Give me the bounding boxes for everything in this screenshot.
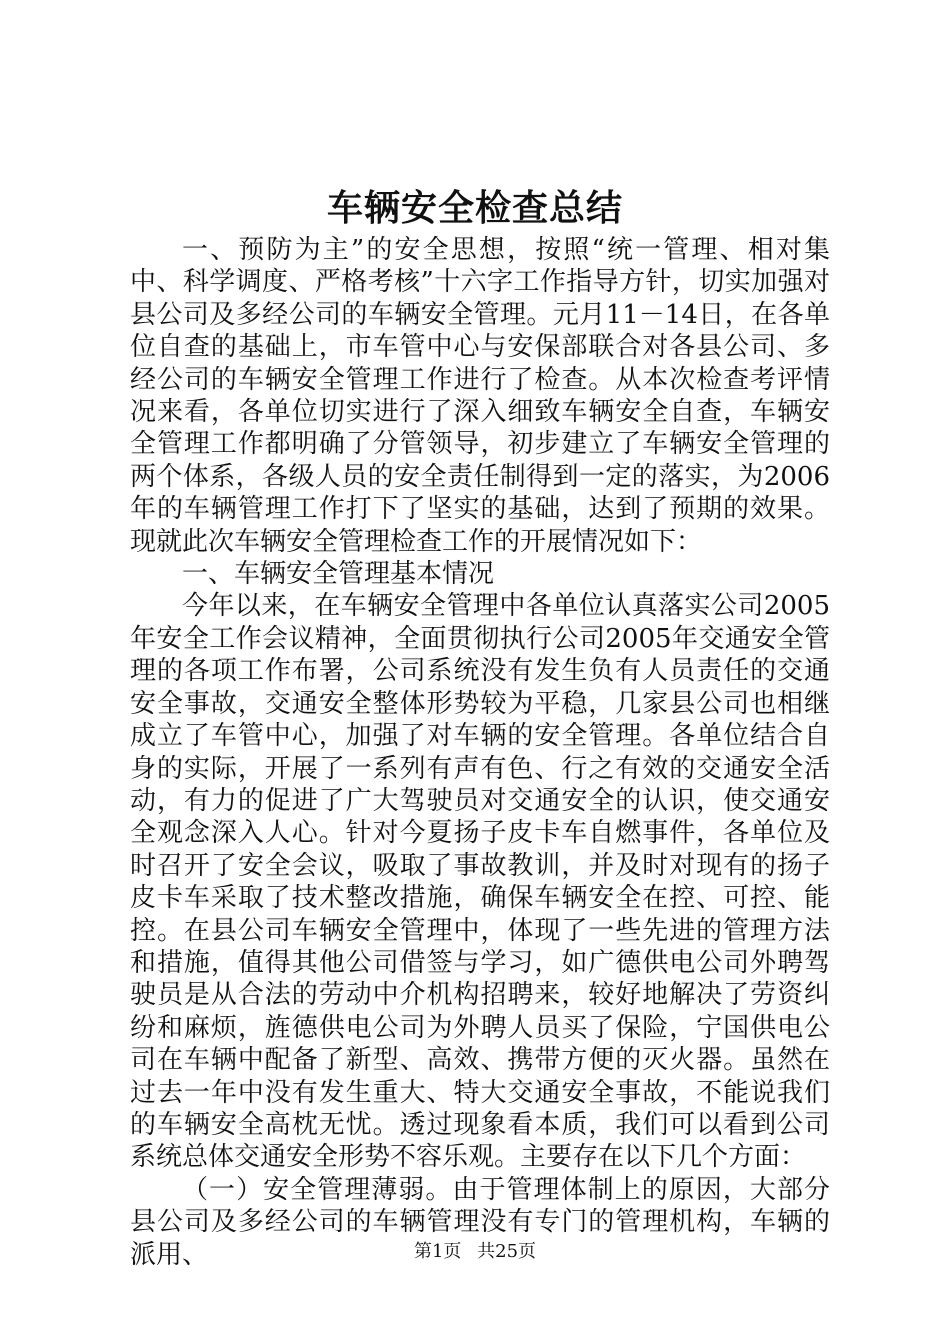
page-number: 第1页 <box>413 1241 462 1262</box>
paragraph-intro: 一、预防为主”的安全思想，按照“统一管理、相对集中、科学调度、严格考核”十六字工作指导方针，切实加强对县公司及多经公司的车辆安全管理。元月11－14日，在各单位自查的基础上，市车管中心与安保部联合对各县公司、多经公司的车辆安全管理工作进行了检查。从本次检查考评情况来看，各单位切实进行了深入细致车辆安全自查，车辆安全管理工作都明确了分管领导，初步建立了车辆安全管理的两个体系，各级人员的安全责任制得到一定的落实，为2006年的车辆管理工作打下了坚实的基础，达到了预期的效果。现就此次车辆安全管理检查工作的开展情况如下： <box>130 235 830 557</box>
page-total: 共25页 <box>477 1241 537 1262</box>
document-body <box>130 234 830 1271</box>
section-heading: 一、车辆安全管理基本情况 <box>182 559 495 590</box>
page-footer <box>0 1240 950 1264</box>
document-title: 车辆安全检查总结 <box>326 187 623 229</box>
paragraph-item-one: （一）安全管理薄弱。由于管理体制上的原因，大部分县公司及多经公司的车辆管理没有专门的管理机构，车辆的派用、 <box>130 1174 830 1270</box>
paragraph-overview: 今年以来，在车辆安全管理中各单位认真落实公司2005年安全工作会议精神，全面贯彻执行公司2005年交通安全管理的各项工作布署，公司系统没有发生负有人员责任的交通安全事故，交通安全整体形势较为平稳，几家县公司也相继成立了车管中心，加强了对车辆的安全管理。各单位结合自身的实际，开展了一系列有声有色、行之有效的交通安全活动，有力的促进了广大驾驶员对交通安全的认识，使交通安全观念深入人心。针对今夏扬子皮卡车自燃事件，各单位及时召开了安全会议，吸取了事故教训，并及时对现有的扬子皮卡车采取了技术整改措施，确保车辆安全在控、可控、能控。在县公司车辆安全管理中，体现了一些先进的管理方法和措施，值得其他公司借签与学习，如广德供电公司外聘驾驶员是从合法的劳动中介机构招聘来，较好地解决了劳资纠纷和麻烦，旌德供电公司为外聘人员买了保险，宁国供电公司在车辆中配备了新型、高效、携带方便的灭火器。虽然在过去一年中没有发生重大、特大交通安全事故，不能说我们的车辆安全高枕无忧。透过现象看本质，我们可以看到公司系统总体交通安全形势不容乐观。主要存在以下几个方面： <box>130 591 830 1173</box>
